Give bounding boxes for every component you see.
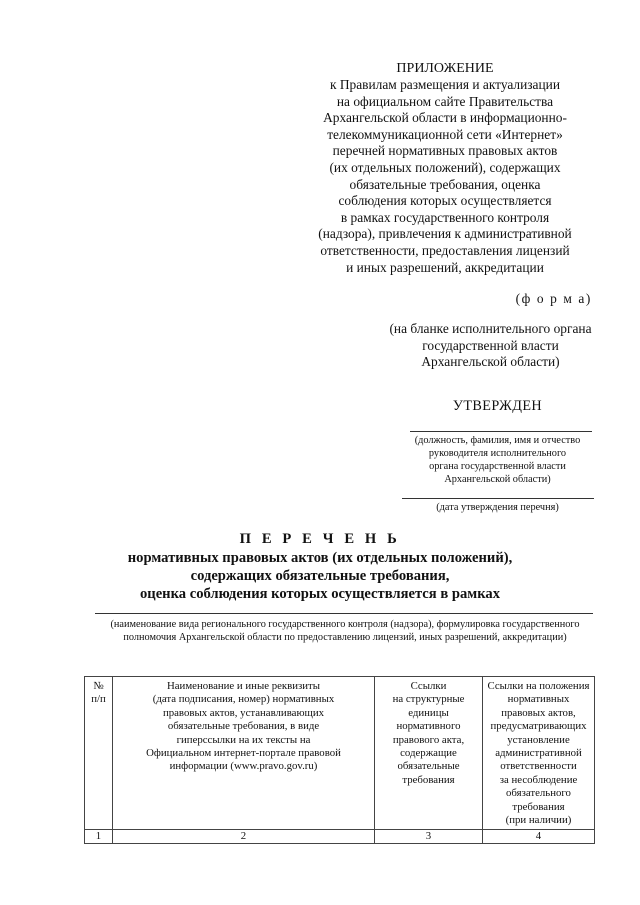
letterhead-line: Архангельской области) <box>421 354 560 370</box>
list-title: П Е Р Е Ч Е Н Ь <box>239 531 401 547</box>
header-line: обязательные <box>397 760 460 773</box>
header-line: на структурные <box>392 693 465 706</box>
header-line: административной <box>495 747 582 760</box>
column-number: 2 <box>113 830 375 844</box>
acts-table <box>84 676 595 844</box>
header-line: установление <box>507 733 570 746</box>
appendix-line: (надзора), привлечения к административной <box>318 226 572 242</box>
signatory-caption-line: руководителя исполнительного <box>428 448 567 459</box>
header-line: за несоблюдение <box>499 773 578 786</box>
scope-caption-line: (наименование вида регионального государственного контроля (надзора), формулировка государственного <box>110 619 580 630</box>
signatory-caption-line: органа государственной власти <box>429 461 566 472</box>
header-line: ответственности <box>500 760 577 773</box>
header-line: обязательного <box>506 787 571 800</box>
header-line: правового акта, <box>392 733 465 746</box>
appendix-line: в рамках государственного контроля <box>340 209 550 225</box>
header-line: (дата подписания, номер) нормативных <box>152 693 335 706</box>
list-heading <box>60 530 580 603</box>
letterhead-line: государственной власти <box>422 337 559 353</box>
header-line: требования <box>402 773 455 786</box>
letterhead-note <box>388 321 593 371</box>
header-line: Ссылки <box>410 680 447 692</box>
appendix-title: ПРИЛОЖЕНИЕ <box>396 61 494 76</box>
header-line: единицы <box>408 706 449 719</box>
header-line: (при наличии) <box>505 814 572 827</box>
appendix-line: и иных разрешений, аккредитации <box>346 259 544 275</box>
header-line: содержащие <box>400 747 457 760</box>
list-heading-line: содержащих обязательные требования, <box>190 568 450 584</box>
appendix-line: телекоммуникационной сети «Интернет» <box>327 126 563 142</box>
approval-title: УТВЕРЖДЕН <box>452 398 543 414</box>
appendix-line: ответственности, предоставления лицензий <box>320 242 570 258</box>
table-header-row <box>85 677 595 830</box>
appendix-line: Архангельской области в информационно- <box>323 110 567 126</box>
signatory-underline <box>410 431 592 432</box>
header-line: обязательные требования, в виде <box>167 720 320 733</box>
date-caption: (дата утверждения перечня) <box>436 502 559 513</box>
appendix-line: к Правилам размещения и актуализации <box>330 77 560 92</box>
header-line: Ссылки на положения <box>487 680 590 692</box>
column-number: 3 <box>375 830 483 844</box>
column-header-act-details <box>113 677 375 830</box>
header-line: предусматривающих <box>490 720 587 733</box>
form-note: (ф о р м а) <box>515 291 592 306</box>
header-line: нормативных <box>507 693 570 706</box>
scope-caption-line: полномочия Архангельской области по предоставлению лицензий, иных разрешений, аккредитации) <box>123 632 567 643</box>
column-header-liability-provisions <box>483 677 595 830</box>
appendix-line: перечней нормативных правовых актов <box>332 143 558 159</box>
scope-caption <box>95 618 595 644</box>
column-header-number <box>85 677 113 830</box>
column-header-structural-units <box>375 677 483 830</box>
column-number: 1 <box>85 830 113 844</box>
header-line: Наименование и иные реквизиты <box>166 680 321 692</box>
appendix-header <box>300 60 590 276</box>
table-column-number-row <box>85 830 595 844</box>
list-heading-line: оценка соблюдения которых осуществляется в рамках <box>140 586 500 602</box>
header-line: информации (www.pravo.gov.ru) <box>169 760 318 773</box>
signatory-caption <box>400 434 595 486</box>
list-heading-line: нормативных правовых актов (их отдельных положений), <box>127 550 513 566</box>
header-line: гиперссылки на их тексты на <box>176 733 311 746</box>
signatory-caption-line: (должность, фамилия, имя и отчество <box>414 435 581 446</box>
header-line: № <box>93 680 104 692</box>
letterhead-line: (на бланке исполнительного органа <box>389 321 592 336</box>
header-line: правовых актов, <box>501 706 576 719</box>
header-line: требования <box>512 800 565 813</box>
scope-underline <box>95 613 593 614</box>
header-line: нормативного <box>396 720 461 733</box>
header-line: правовых актов, устанавливающих <box>162 706 325 719</box>
date-underline <box>402 498 594 499</box>
appendix-line: обязательные требования, оценка <box>349 176 541 192</box>
column-number: 4 <box>483 830 595 844</box>
signatory-caption-line: Архангельской области) <box>444 474 551 485</box>
appendix-line: на официальном сайте Правительства <box>336 93 554 109</box>
appendix-line: соблюдения которых осуществляется <box>338 193 552 209</box>
appendix-line: (их отдельных положений), содержащих <box>329 159 561 175</box>
header-line: Официальном интернет-портале правовой <box>146 747 341 760</box>
header-line: п/п <box>91 693 106 706</box>
